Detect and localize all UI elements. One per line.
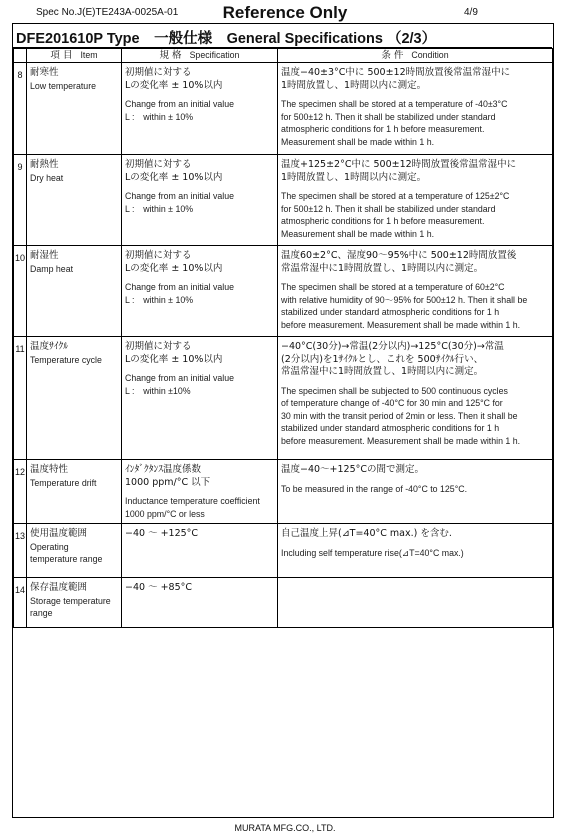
item-jp: 保存温度範囲 xyxy=(30,582,88,593)
spec-table xyxy=(13,48,553,628)
spec-en-line: L : within ± 10% xyxy=(125,203,194,214)
item-en: Temperature cycle xyxy=(30,354,102,365)
spec-en-line: 1000 ppm/°C or less xyxy=(125,508,205,519)
item-jp: 温度ｻｲｸﾙ xyxy=(30,341,69,352)
spec-jp-line: Lの変化率 ± 10%以内 xyxy=(125,171,223,183)
item-jp: 温度特性 xyxy=(30,464,69,475)
spec-en-line: Change from an initial value xyxy=(125,282,235,292)
table-row xyxy=(14,524,553,578)
spec-cell xyxy=(122,524,278,578)
spec-jp-line: 初期値に対する xyxy=(125,341,192,352)
condition-cell xyxy=(278,246,553,337)
table-row xyxy=(14,460,553,524)
spec-jp-line: ｲﾝﾀﾞｸﾀﾝｽ温度係数 xyxy=(125,464,202,475)
cond-jp-line: 常温常湿中に1時間放置し、1時間以内に測定。 xyxy=(281,366,484,377)
table-row xyxy=(14,246,553,337)
document-title: DFE201610P Type 一般仕様 General Specifications （2/3） xyxy=(13,24,552,48)
cond-jp-line: 温度−40〜+125°Cの間で測定。 xyxy=(281,464,425,475)
item-jp: 耐熱性 xyxy=(30,159,59,170)
spec-number: Spec No.J(E)TE243A-0025A-01 xyxy=(36,7,179,18)
item-en: Temperature drift xyxy=(30,477,97,488)
spec-en-line: L : within ± 10% xyxy=(125,294,194,305)
reference-only-title: Reference Only xyxy=(222,3,348,22)
cond-jp-line: 自己温度上昇(⊿T=40°C max.) を含む. xyxy=(281,528,452,539)
row-number: 11 xyxy=(14,337,27,460)
cond-jp-line: 温度+125±2°C中に 500±12時間放置後常温常湿中に xyxy=(281,159,517,170)
item-cell xyxy=(27,524,122,578)
item-cell xyxy=(27,246,122,337)
cond-en-line: atmospheric conditions for 1 h before measurement. xyxy=(281,216,485,226)
table-row xyxy=(14,337,553,460)
row-number: 8 xyxy=(14,63,27,155)
item-jp: 耐湿性 xyxy=(30,250,59,261)
cond-jp-line: −40°C(30分)→常温(2分以内)→125°C(30分)→常温 xyxy=(281,341,504,352)
spec-en-line: L : within ±10% xyxy=(125,385,191,396)
footer-company: MURATA MFG.CO., LTD. xyxy=(234,823,336,833)
cond-jp-line: 温度−40±3°C中に 500±12時間放置後常温常湿中に xyxy=(281,67,511,78)
condition-cell xyxy=(278,155,553,246)
cond-en-line: stabilized under standard atmospheric conditions for 1 h xyxy=(281,307,500,317)
cond-en-line: Measurement shall be made within 1 h. xyxy=(281,228,435,239)
spec-en-line: Change from an initial value xyxy=(125,373,235,383)
row-number: 14 xyxy=(14,578,27,628)
spec-cell xyxy=(122,337,278,460)
spec-jp-line: Lの変化率 ± 10%以内 xyxy=(125,79,223,91)
spec-sheet-frame xyxy=(12,23,554,818)
spec-jp-line: Lの変化率 ± 10%以内 xyxy=(125,353,223,365)
row-number: 12 xyxy=(14,460,27,524)
spec-cell xyxy=(122,63,278,155)
item-cell xyxy=(27,460,122,524)
page-number: 4/9 xyxy=(464,7,478,18)
cond-en-line: Measurement shall be made within 1 h. xyxy=(281,136,435,147)
spec-jp-line: −40 〜 +125°C xyxy=(125,528,199,539)
cond-en-line: Including self temperature rise(⊿T=40°C max.) xyxy=(281,547,464,558)
cond-jp-line: 常温常湿中に1時間放置し、1時間以内に測定。 xyxy=(281,262,484,274)
row-number: 10 xyxy=(14,246,27,337)
table-row xyxy=(14,155,553,246)
item-cell xyxy=(27,63,122,155)
condition-cell xyxy=(278,337,553,460)
table-row xyxy=(14,578,553,628)
cond-en-line: The specimen shall be stored at a temperature of -40±3°C xyxy=(281,99,508,109)
spec-jp-line: 初期値に対する xyxy=(125,250,192,261)
item-cell xyxy=(27,337,122,460)
item-jp: 使用温度範囲 xyxy=(30,528,88,539)
spec-cell xyxy=(122,460,278,524)
condition-cell xyxy=(278,524,553,578)
spec-en-line: L : within ± 10% xyxy=(125,111,194,122)
condition-cell xyxy=(278,63,553,155)
spec-en-line: Inductance temperature coefficient xyxy=(125,496,260,506)
spec-en-line: Change from an initial value xyxy=(125,99,235,109)
cond-en-line: stabilized under standard atmospheric conditions for 1 h xyxy=(281,423,500,433)
cond-en-line: The specimen shall be subjected to 500 continuous cycles xyxy=(281,385,508,396)
condition-cell xyxy=(278,460,553,524)
item-en: Operating temperature range xyxy=(30,541,103,564)
item-en: Low temperature xyxy=(30,80,97,91)
spec-jp-line: Lの変化率 ± 10%以内 xyxy=(125,262,223,274)
item-jp: 耐寒性 xyxy=(30,67,59,78)
cond-jp-line: 1時間放置し、1時間以内に測定。 xyxy=(281,171,427,183)
spec-jp-line: 初期値に対する xyxy=(125,67,192,78)
cond-en-line: The specimen shall be stored at a temperature of 60±2°C xyxy=(281,282,505,292)
row-number: 9 xyxy=(14,155,27,246)
row-number: 13 xyxy=(14,524,27,578)
spec-jp-line: 1000 ppm/°C 以下 xyxy=(125,476,211,488)
cond-en-line: for 500±12 h. Then it shall be stabilized under standard xyxy=(281,111,496,122)
spec-en-line: Change from an initial value xyxy=(125,191,235,201)
header-condition: 条 件 Condition xyxy=(278,49,553,63)
item-en: Storage temperature range xyxy=(30,595,111,618)
item-en: Damp heat xyxy=(30,263,74,274)
header-spec: 規 格 Specification xyxy=(122,49,278,63)
spec-jp-line: −40 〜 +85°C xyxy=(125,582,193,593)
condition-cell xyxy=(278,578,553,628)
spec-jp-line: 初期値に対する xyxy=(125,159,192,170)
table-row xyxy=(14,63,553,155)
cond-jp-line: (2分以内)を1ｻｲｸﾙとし、これを 500ｻｲｸﾙ行い、 xyxy=(281,353,484,365)
item-en: Dry heat xyxy=(30,172,64,183)
item-cell xyxy=(27,578,122,628)
cond-en-line: before measurement. Measurement shall be made within 1 h. xyxy=(281,319,521,330)
cond-en-line: 30 min with the transit period of 2min or less. Then it shall be xyxy=(281,410,518,421)
cond-en-line: with relative humidity of 90〜95% for 500±12 h. Then it shall be xyxy=(281,294,528,305)
cond-en-line: To be measured in the range of -40°C to 125°C. xyxy=(281,483,468,494)
cond-jp-line: 温度60±2°C、湿度90〜95%中に 500±12時間放置後 xyxy=(281,250,517,261)
header-no xyxy=(14,49,27,63)
item-cell xyxy=(27,155,122,246)
cond-en-line: before measurement. Measurement shall be made within 1 h. xyxy=(281,435,521,446)
spec-cell xyxy=(122,155,278,246)
cond-en-line: of temperature change of -40°C for 30 min and 125°C for xyxy=(281,398,503,408)
cond-en-line: The specimen shall be stored at a temperature of 125±2°C xyxy=(281,191,510,201)
table-header-row xyxy=(14,49,553,63)
cond-en-line: for 500±12 h. Then it shall be stabilized under standard xyxy=(281,203,496,214)
spec-cell xyxy=(122,578,278,628)
header-item: 項 目 Item xyxy=(27,49,122,63)
spec-cell xyxy=(122,246,278,337)
cond-en-line: atmospheric conditions for 1 h before measurement. xyxy=(281,124,485,134)
cond-jp-line: 1時間放置し、1時間以内に測定。 xyxy=(281,79,427,91)
